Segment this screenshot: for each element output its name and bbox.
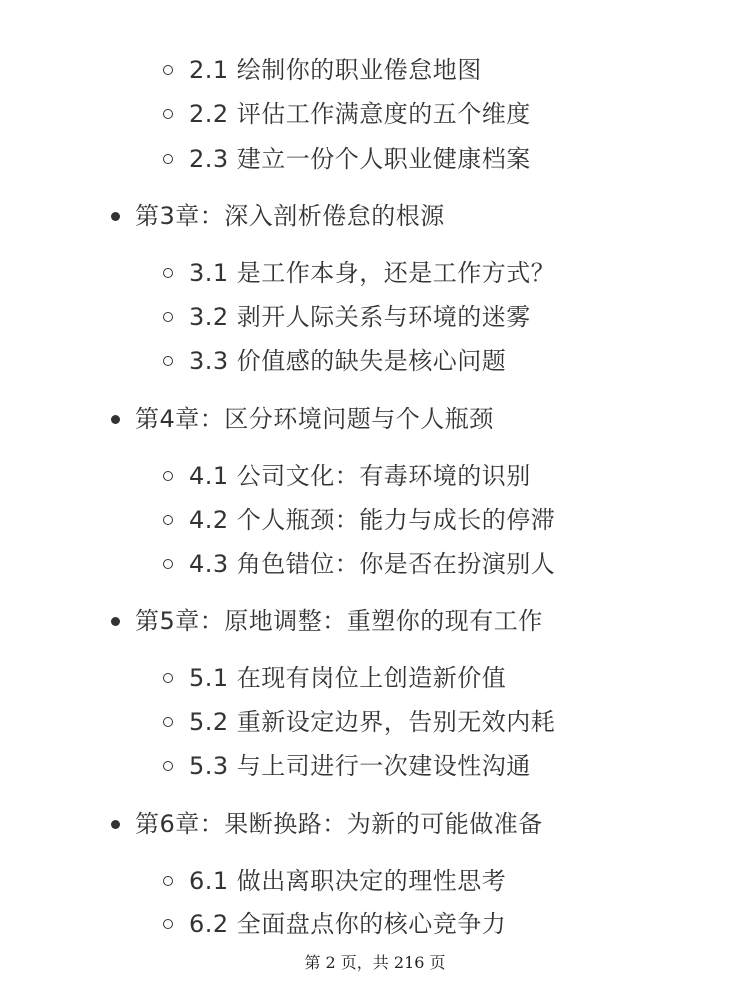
toc-chapter-label: 第4章：区分环境问题与个人瓶颈 [135,405,494,433]
hollow-bullet-icon [163,559,173,569]
toc-section-label: 5.3 与上司进行一次建设性沟通 [189,752,531,780]
hollow-bullet-icon [163,268,173,278]
hollow-bullet-icon [163,65,173,75]
toc-section-label: 4.1 公司文化：有毒环境的识别 [189,462,531,490]
hollow-bullet-icon [163,154,173,164]
toc-section-label: 5.2 重新设定边界，告别无效内耗 [189,708,556,736]
toc-section-label: 3.2 剥开人际关系与环境的迷雾 [189,303,531,331]
hollow-bullet-icon [163,717,173,727]
toc-section-label: 4.2 个人瓶颈：能力与成长的停滞 [189,506,556,534]
solid-bullet-icon [111,820,120,829]
page-number-footer: 第 2 页，共 216 页 [304,953,446,972]
solid-bullet-icon [111,212,120,221]
toc-section-label: 2.3 建立一份个人职业健康档案 [189,145,531,173]
toc-section-label: 6.1 做出离职决定的理性思考 [189,867,507,895]
toc-section-label: 5.1 在现有岗位上创造新价值 [189,664,507,692]
toc-section-label: 2.2 评估工作满意度的五个维度 [189,100,531,128]
toc-chapter-label: 第6章：果断换路：为新的可能做准备 [135,810,543,838]
solid-bullet-icon [111,415,120,424]
hollow-bullet-icon [163,356,173,366]
toc-section-label: 4.3 角色错位：你是否在扮演别人 [189,550,556,578]
toc-section-label: 3.1 是工作本身，还是工作方式？ [189,259,556,287]
toc-section-label: 2.1 绘制你的职业倦怠地图 [189,56,482,84]
toc-chapter-label: 第3章：深入剖析倦怠的根源 [135,202,445,230]
toc-section-label: 6.2 全面盘点你的核心竞争力 [189,910,507,938]
hollow-bullet-icon [163,109,173,119]
solid-bullet-icon [111,617,120,626]
hollow-bullet-icon [163,761,173,771]
hollow-bullet-icon [163,919,173,929]
toc-chapter-label: 第5章：原地调整：重塑你的现有工作 [135,607,543,635]
hollow-bullet-icon [163,471,173,481]
hollow-bullet-icon [163,312,173,322]
hollow-bullet-icon [163,515,173,525]
hollow-bullet-icon [163,876,173,886]
hollow-bullet-icon [163,673,173,683]
toc-section-label: 3.3 价值感的缺失是核心问题 [189,347,507,375]
